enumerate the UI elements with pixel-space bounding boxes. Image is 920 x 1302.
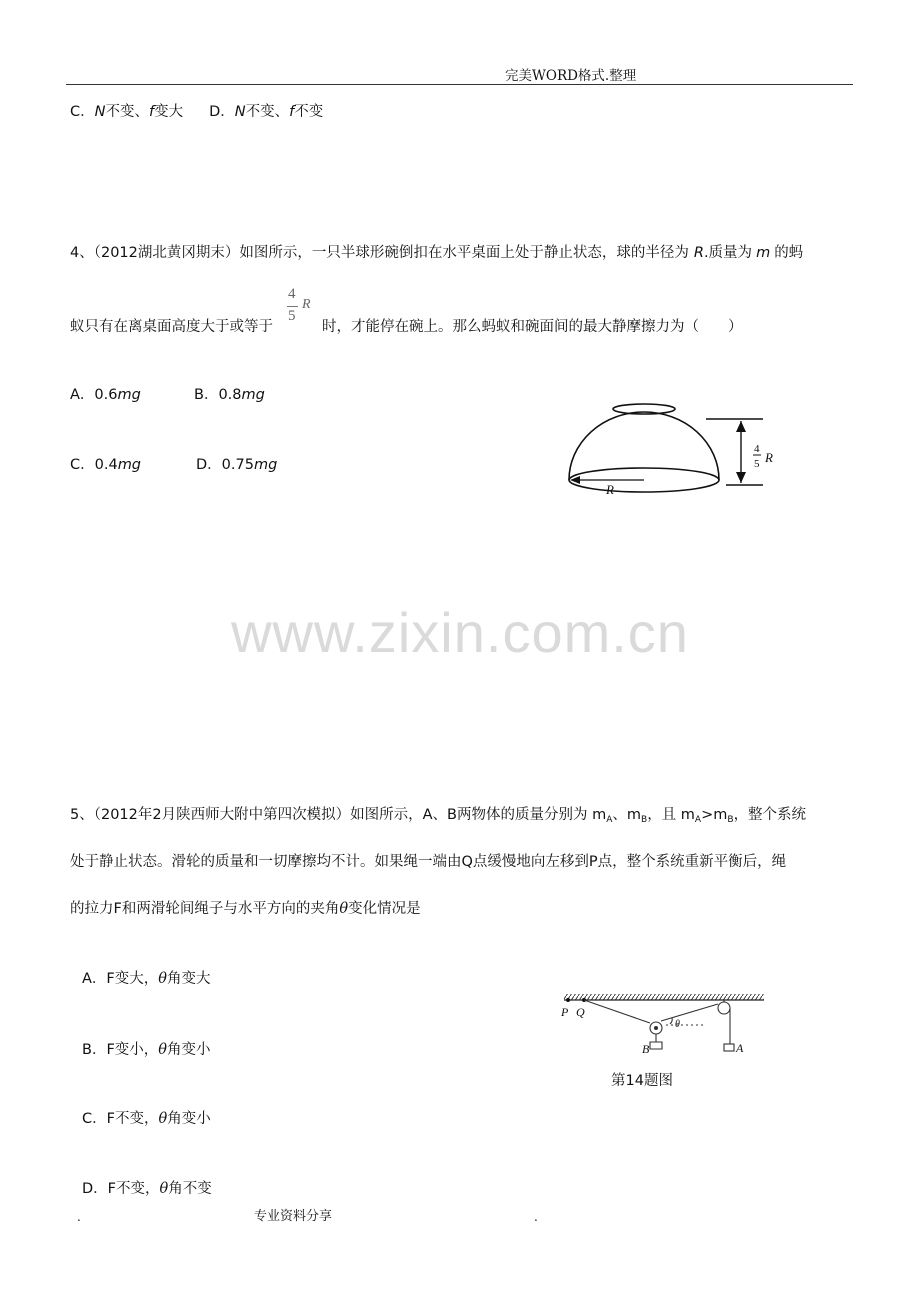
q4-option-c-label: C．0.4 xyxy=(70,457,118,473)
q5-pulley-movable-axle xyxy=(655,1027,658,1030)
q5-mid: ，且 m xyxy=(647,807,695,823)
q5-sub-a: A xyxy=(606,815,613,825)
q3-option-d-label: D． xyxy=(209,104,235,120)
q4-height-label-den: 5 xyxy=(754,458,760,470)
q4-fraction-bar xyxy=(287,306,298,307)
q4-option-d xyxy=(196,455,277,475)
q5-option-b-pre: B．F变小， xyxy=(82,1042,159,1058)
q5-sub-a2: A xyxy=(694,815,702,825)
q4-fraction-denominator: 5 xyxy=(288,308,296,324)
q4-height-arrow-down xyxy=(736,472,746,483)
q5-pulley-fixed xyxy=(718,1002,730,1014)
q3-option-d-mid: 不变、 xyxy=(245,104,290,120)
page-header-title: 完美WORD格式.整理 xyxy=(505,68,637,84)
header-rule xyxy=(66,84,853,85)
q5-block-a xyxy=(724,1044,734,1051)
q5-label-theta: θ xyxy=(675,1019,680,1030)
q4-option-d-label: D．0.75 xyxy=(196,457,254,473)
q5-stem-text-d: 变化情况是 xyxy=(348,901,421,917)
q5-sep: 、m xyxy=(612,807,641,823)
footer-dot-right: . xyxy=(534,1210,538,1224)
q3-option-c-mid: 不变、 xyxy=(105,104,149,120)
q5-point-p xyxy=(566,998,570,1002)
q4-option-b xyxy=(194,385,265,405)
q4-option-a-unit: mg xyxy=(117,387,141,403)
q5-pulley-figure xyxy=(558,990,770,1060)
q4-option-b-label: B．0.8 xyxy=(194,387,242,403)
q5-option-c xyxy=(82,1109,211,1129)
q4-bowl-dome xyxy=(569,412,719,480)
q5-option-b xyxy=(82,1040,211,1060)
watermark: www.zixin.com.cn xyxy=(231,601,689,664)
q5-option-d-post: 角不变 xyxy=(168,1181,212,1197)
q5-option-d xyxy=(82,1179,212,1199)
q4-var-r: R xyxy=(693,245,704,261)
q4-stem-text-a: 4、（2012湖北黄冈期末）如图所示，一只半球形碗倒扣在水平桌面上处于静止状态，球的半径为 xyxy=(70,245,689,261)
q3-option-d-end: 不变 xyxy=(294,104,324,120)
q5-option-b-post: 角变小 xyxy=(167,1042,211,1058)
q5-angle-arc xyxy=(670,1018,672,1024)
q5-option-c-pre: C．F不变， xyxy=(82,1111,159,1127)
q5-sub-b: B xyxy=(641,815,648,825)
q5-option-a-pre: A．F变大， xyxy=(82,971,159,987)
q5-gt: >m xyxy=(701,807,728,823)
q5-option-d-pre: D．F不变， xyxy=(82,1181,160,1197)
q4-option-c-unit: mg xyxy=(117,457,142,473)
q5-option-d-theta: θ xyxy=(159,1181,169,1197)
q3-options-line xyxy=(70,102,323,122)
q4-height-label-num: 4 xyxy=(754,443,760,455)
q4-fraction-r: R xyxy=(302,297,311,312)
q3-option-d-n: N xyxy=(234,104,246,120)
q3-option-c-label: C． xyxy=(70,104,95,120)
q5-sub-b2: B xyxy=(727,815,734,825)
q3-option-c-end: 变大 xyxy=(154,104,184,120)
q5-stem-text-c: 的拉力F和两滑轮间绳子与水平方向的夹角 xyxy=(70,901,340,917)
q5-option-a xyxy=(82,969,211,989)
q5-option-a-theta: θ xyxy=(158,971,167,987)
q4-radius-label: R xyxy=(606,482,614,497)
q3-option-c-f: f xyxy=(148,104,155,120)
q5-block-b xyxy=(650,1042,662,1049)
q5-label-p: P xyxy=(561,1005,569,1019)
q5-theta: θ xyxy=(339,901,349,917)
q5-option-b-theta: θ xyxy=(158,1042,168,1058)
q4-option-a-label: A．0.6 xyxy=(70,387,118,403)
q5-stem-line2: 处于静止状态。滑轮的质量和一切摩擦均不计。如果绳一端由Q点缓慢地向左移到P点，整个系统重新平衡后，绳 xyxy=(70,854,787,870)
q4-bowl-figure xyxy=(560,398,800,500)
q4-stem-line2-a: 蚁只有在离桌面高度大于或等于 xyxy=(70,319,273,335)
q4-option-d-unit: mg xyxy=(253,457,278,473)
q4-var-m: m xyxy=(756,245,771,261)
q4-height-arrow-up xyxy=(736,421,746,432)
q5-label-a: A xyxy=(736,1041,744,1055)
q3-option-c-n: N xyxy=(94,104,106,120)
q5-stem-end: ，整个系统 xyxy=(733,807,807,823)
q5-label-b: B xyxy=(642,1042,650,1056)
footer-text: 专业资料分享 xyxy=(254,1209,333,1224)
q4-height-label-r: R xyxy=(765,450,773,465)
q4-stem-line1 xyxy=(70,243,803,263)
q5-option-c-post: 角变小 xyxy=(167,1111,211,1127)
q5-stem-text-a: 5、（2012年2月陕西师大附中第四次模拟）如图所示，A、B两物体的质量分别为 m xyxy=(70,807,607,823)
q4-stem-text-b: .质量为 xyxy=(703,245,753,261)
q4-stem-line2-b: 时，才能停在碗上。那么蚂蚁和碗面间的最大静摩擦力为（ ） xyxy=(322,319,743,335)
q4-stem-text-c: 的蚂 xyxy=(774,245,804,261)
q5-label-q: Q xyxy=(576,1005,585,1019)
q5-option-c-theta: θ xyxy=(158,1111,168,1127)
q3-option-d-f: f xyxy=(289,104,295,120)
q5-ceiling-hatch xyxy=(564,994,764,1000)
q5-rope-left xyxy=(584,1000,650,1023)
q5-stem-line3 xyxy=(70,899,421,919)
q5-option-a-post: 角变大 xyxy=(167,971,211,987)
q5-stem-line1 xyxy=(70,805,806,830)
q4-option-b-unit: mg xyxy=(241,387,265,403)
q4-option-c xyxy=(70,455,141,475)
q4-fraction-numerator: 4 xyxy=(288,286,296,302)
q5-rope-middle xyxy=(661,1004,718,1021)
footer-dot-left: . xyxy=(77,1210,81,1224)
q5-figure-caption: 第14题图 xyxy=(611,1073,673,1089)
q4-option-a xyxy=(70,385,141,405)
